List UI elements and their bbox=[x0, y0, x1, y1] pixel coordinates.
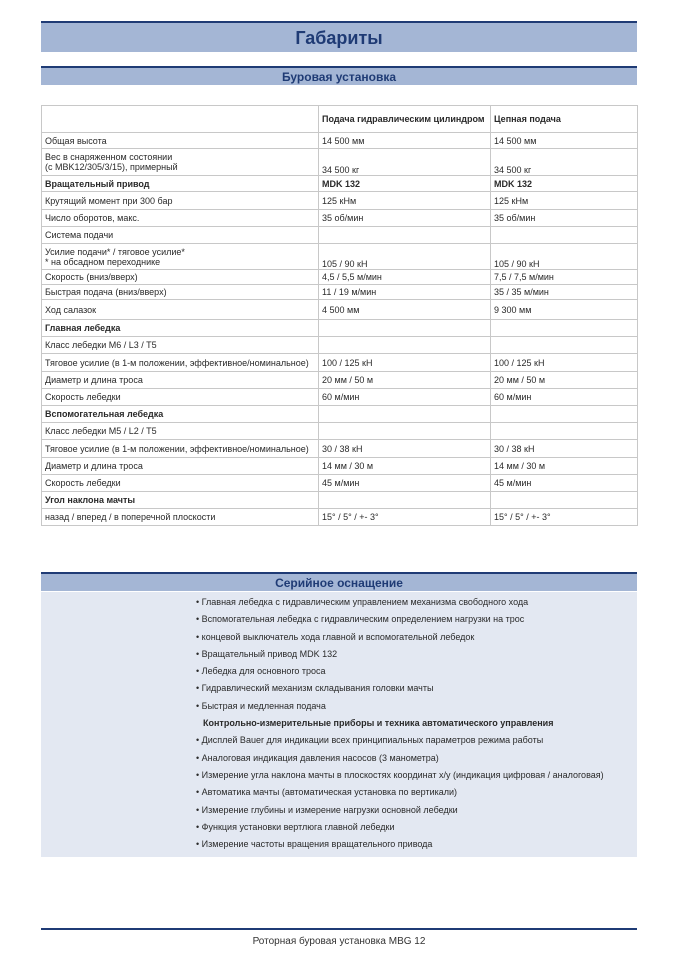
value-chain: 100 / 125 кН bbox=[491, 354, 638, 372]
value-chain bbox=[491, 227, 638, 244]
row-label: Ход салазок bbox=[42, 300, 319, 320]
row-label: Скорость (вниз/вверх) bbox=[42, 270, 319, 285]
table-row bbox=[42, 458, 638, 475]
row-label: Диаметр и длина троса bbox=[42, 458, 319, 475]
spec-table bbox=[41, 105, 638, 526]
section-header-rig: Буровая установка bbox=[41, 66, 637, 85]
value-hydraulic: 45 м/мин bbox=[319, 475, 491, 492]
value-chain: 35 / 35 м/мин bbox=[491, 285, 638, 300]
value-chain: 60 м/мин bbox=[491, 389, 638, 406]
value-chain: 30 / 38 кН bbox=[491, 440, 638, 458]
row-label: Класс лебедки M6 / L3 / T5 bbox=[42, 337, 319, 354]
row-label: Вспомогательная лебедка bbox=[42, 406, 319, 423]
value-hydraulic bbox=[319, 227, 491, 244]
table-row bbox=[42, 149, 638, 176]
row-label: Число оборотов, макс. bbox=[42, 210, 319, 227]
value-chain: 20 мм / 50 м bbox=[491, 372, 638, 389]
value-hydraulic: 20 мм / 50 м bbox=[319, 372, 491, 389]
page-title: Габариты bbox=[41, 21, 637, 52]
table-row bbox=[42, 354, 638, 372]
table-row bbox=[42, 133, 638, 149]
value-hydraulic: MDK 132 bbox=[319, 176, 491, 192]
column-header-chain: Цепная подача bbox=[491, 106, 638, 133]
value-chain: 45 м/мин bbox=[491, 475, 638, 492]
table-row bbox=[42, 227, 638, 244]
value-hydraulic: 100 / 125 кН bbox=[319, 354, 491, 372]
list-item: • Функция установки вертлюга главной лебедки bbox=[196, 819, 636, 836]
row-label: Главная лебедка bbox=[42, 320, 319, 337]
value-chain: MDK 132 bbox=[491, 176, 638, 192]
table-row bbox=[42, 372, 638, 389]
value-hydraulic: 14 мм / 30 м bbox=[319, 458, 491, 475]
value-chain: 34 500 кг bbox=[491, 149, 638, 176]
row-label: Скорость лебедки bbox=[42, 475, 319, 492]
row-label: Класс лебедки M5 / L2 / T5 bbox=[42, 423, 319, 440]
row-label: Диаметр и длина троса bbox=[42, 372, 319, 389]
table-row bbox=[42, 270, 638, 285]
value-hydraulic: 105 / 90 кН bbox=[319, 244, 491, 270]
value-chain: 35 об/мин bbox=[491, 210, 638, 227]
list-item: • Аналоговая индикация давления насосов (3 манометра) bbox=[196, 750, 636, 767]
value-hydraulic: 15° / 5° / +- 3° bbox=[319, 509, 491, 526]
value-hydraulic bbox=[319, 320, 491, 337]
row-label: Скорость лебедки bbox=[42, 389, 319, 406]
table-header-row bbox=[42, 106, 638, 133]
table-row bbox=[42, 244, 638, 270]
value-chain: 7,5 / 7,5 м/мин bbox=[491, 270, 638, 285]
value-hydraulic: 14 500 мм bbox=[319, 133, 491, 149]
value-hydraulic: 60 м/мин bbox=[319, 389, 491, 406]
value-chain bbox=[491, 492, 638, 509]
row-label: Угол наклона мачты bbox=[42, 492, 319, 509]
value-chain: 125 кНм bbox=[491, 192, 638, 210]
table-row bbox=[42, 440, 638, 458]
value-chain: 9 300 мм bbox=[491, 300, 638, 320]
row-label: Быстрая подача (вниз/вверх) bbox=[42, 285, 319, 300]
list-item: • Быстрая и медленная подача bbox=[196, 698, 636, 715]
value-hydraulic: 34 500 кг bbox=[319, 149, 491, 176]
value-hydraulic bbox=[319, 492, 491, 509]
value-chain bbox=[491, 320, 638, 337]
value-chain: 15° / 5° / +- 3° bbox=[491, 509, 638, 526]
row-label: Тяговое усилие (в 1-м положении, эффективное/номинальное) bbox=[42, 440, 319, 458]
table-row bbox=[42, 389, 638, 406]
footer-divider bbox=[41, 928, 637, 930]
list-item: • Измерение глубины и измерение нагрузки основной лебедки bbox=[196, 802, 636, 819]
value-hydraulic bbox=[319, 423, 491, 440]
value-hydraulic: 30 / 38 кН bbox=[319, 440, 491, 458]
list-item: • Измерение угла наклона мачты в плоскостях координат x/y (индикация цифровая / аналоговая) bbox=[196, 767, 636, 784]
value-hydraulic: 4 500 мм bbox=[319, 300, 491, 320]
table-row bbox=[42, 406, 638, 423]
row-label: Вес в снаряженном состоянии (с MBK12/305/3/15), примерный bbox=[42, 149, 319, 176]
value-hydraulic: 125 кНм bbox=[319, 192, 491, 210]
value-chain: 14 мм / 30 м bbox=[491, 458, 638, 475]
row-label: назад / вперед / в поперечной плоскости bbox=[42, 509, 319, 526]
table-row bbox=[42, 192, 638, 210]
list-item: • Измерение частоты вращения вращательного привода bbox=[196, 836, 636, 853]
table-row bbox=[42, 509, 638, 526]
value-hydraulic bbox=[319, 406, 491, 423]
row-label: Общая высота bbox=[42, 133, 319, 149]
list-item: • Гидравлический механизм складывания головки мачты bbox=[196, 680, 636, 697]
table-row bbox=[42, 337, 638, 354]
row-label: Тяговое усилие (в 1-м положении, эффективное/номинальное) bbox=[42, 354, 319, 372]
row-label: Усилие подачи* / тяговое усилие* * на обсадном переходнике bbox=[42, 244, 319, 270]
column-header-hydraulic: Подача гидравлическим цилиндром bbox=[319, 106, 491, 133]
value-hydraulic bbox=[319, 337, 491, 354]
table-row bbox=[42, 285, 638, 300]
equipment-subheading: Контрольно-измерительные приборы и техника автоматического управления bbox=[203, 718, 554, 729]
table-row bbox=[42, 320, 638, 337]
list-item: • Вспомогательная лебедка с гидравлическим определением нагрузки на трос bbox=[196, 611, 636, 628]
value-hydraulic: 4,5 / 5,5 м/мин bbox=[319, 270, 491, 285]
value-hydraulic: 11 / 19 м/мин bbox=[319, 285, 491, 300]
row-label: Крутящий момент при 300 бар bbox=[42, 192, 319, 210]
table-row bbox=[42, 300, 638, 320]
table-row bbox=[42, 210, 638, 227]
column-header-parameter bbox=[42, 106, 319, 133]
row-label: Вращательный привод bbox=[42, 176, 319, 192]
list-item: • Лебедка для основного троса bbox=[196, 663, 636, 680]
equipment-list bbox=[196, 594, 636, 853]
list-item: • Главная лебедка с гидравлическим управлением механизма свободного хода bbox=[196, 594, 636, 611]
row-label: Система подачи bbox=[42, 227, 319, 244]
list-item: • Автоматика мачты (автоматическая установка по вертикали) bbox=[196, 784, 636, 801]
list-item: • Дисплей Bauer для индикации всех принципиальных параметров режима работы bbox=[196, 732, 636, 749]
list-item: • концевой выключатель хода главной и вспомогательной лебедок bbox=[196, 629, 636, 646]
value-chain: 105 / 90 кН bbox=[491, 244, 638, 270]
value-chain bbox=[491, 337, 638, 354]
list-item: • Вращательный привод MDK 132 bbox=[196, 646, 636, 663]
table-row bbox=[42, 475, 638, 492]
value-hydraulic: 35 об/мин bbox=[319, 210, 491, 227]
table-row bbox=[42, 423, 638, 440]
value-chain: 14 500 мм bbox=[491, 133, 638, 149]
table-row bbox=[42, 492, 638, 509]
footer-text: Роторная буровая установка MBG 12 bbox=[252, 936, 426, 947]
table-row bbox=[42, 176, 638, 192]
value-chain bbox=[491, 423, 638, 440]
section-header-equipment: Серийное оснащение bbox=[41, 572, 637, 591]
value-chain bbox=[491, 406, 638, 423]
